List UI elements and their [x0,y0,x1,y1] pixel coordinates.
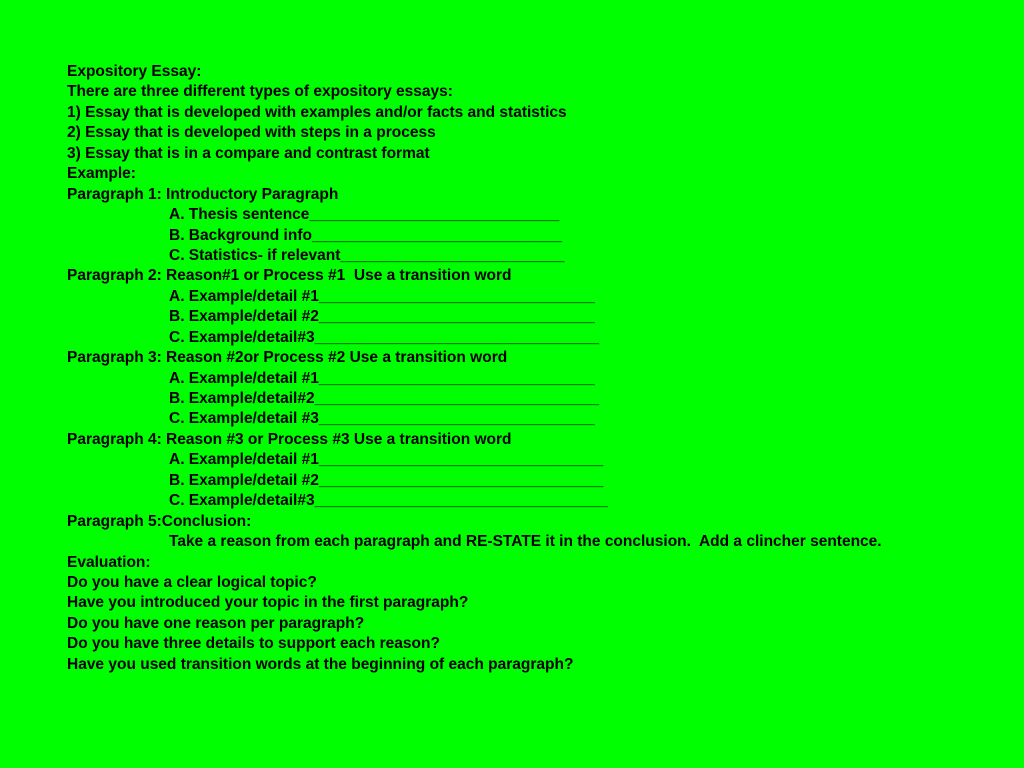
paragraph-3-item-a: A. Example/detail #1________________________________ [169,369,595,387]
paragraph-2-heading: Paragraph 2: Reason#1 or Process #1 Use a transition word [67,267,512,285]
paragraph-4-item-b: B. Example/detail #2_________________________________ [169,471,604,489]
paragraph-3-item-c: C. Example/detail #3________________________________ [169,410,595,428]
paragraph-3-heading: Paragraph 3: Reason #2or Process #2 Use a transition word [67,349,508,367]
evaluation-question-3: Do you have one reason per paragraph? [67,614,365,632]
heading-example: Example: [67,165,136,183]
heading-expository-essay: Expository Essay: [67,63,202,80]
evaluation-question-2: Have you introduced your topic in the first paragraph? [67,594,469,612]
paragraph-3-item-b: B. Example/detail#2_________________________________ [169,390,600,407]
paragraph-4-heading: Paragraph 4: Reason #3 or Process #3 Use a transition word [67,430,512,448]
paragraph-1-item-a: A. Thesis sentence_____________________________ [169,206,560,224]
evaluation-question-4: Do you have three details to support each reason? [67,635,440,653]
paragraph-2-item-c: C. Example/detail#3_________________________________ [169,328,600,346]
paragraph-1-item-c: C. Statistics- if relevant__________________________ [169,246,565,264]
essay-type-3: 3) Essay that is in a compare and contrast format [67,144,430,162]
paragraph-4-item-a: A. Example/detail #1_________________________________ [169,451,604,469]
essay-type-2: 2) Essay that is developed with steps in a process [67,124,436,142]
essay-type-1: 1) Essay that is developed with examples and/or facts and statistics [67,103,567,121]
conclusion-instruction: Take a reason from each paragraph and RE-STATE it in the conclusion. Add a clincher sentence. [169,533,882,551]
paragraph-2-item-a: A. Example/detail #1________________________________ [169,287,595,305]
paragraph-2-item-b: B. Example/detail #2________________________________ [169,308,595,326]
paragraph-4-item-c: C. Example/detail#3__________________________________ [169,492,608,510]
intro-text: There are three different types of expository essays: [67,83,453,101]
paragraph-1-item-b: B. Background info_____________________________ [169,226,562,244]
paragraph-1-heading: Paragraph 1: Introductory Paragraph [67,185,339,203]
paragraph-5-heading: Paragraph 5:Conclusion: [67,512,252,530]
heading-evaluation: Evaluation: [67,553,151,571]
slide-text-body [67,62,1007,675]
evaluation-question-1: Do you have a clear logical topic? [67,573,317,591]
evaluation-question-5: Have you used transition words at the beginning of each paragraph? [67,655,574,673]
